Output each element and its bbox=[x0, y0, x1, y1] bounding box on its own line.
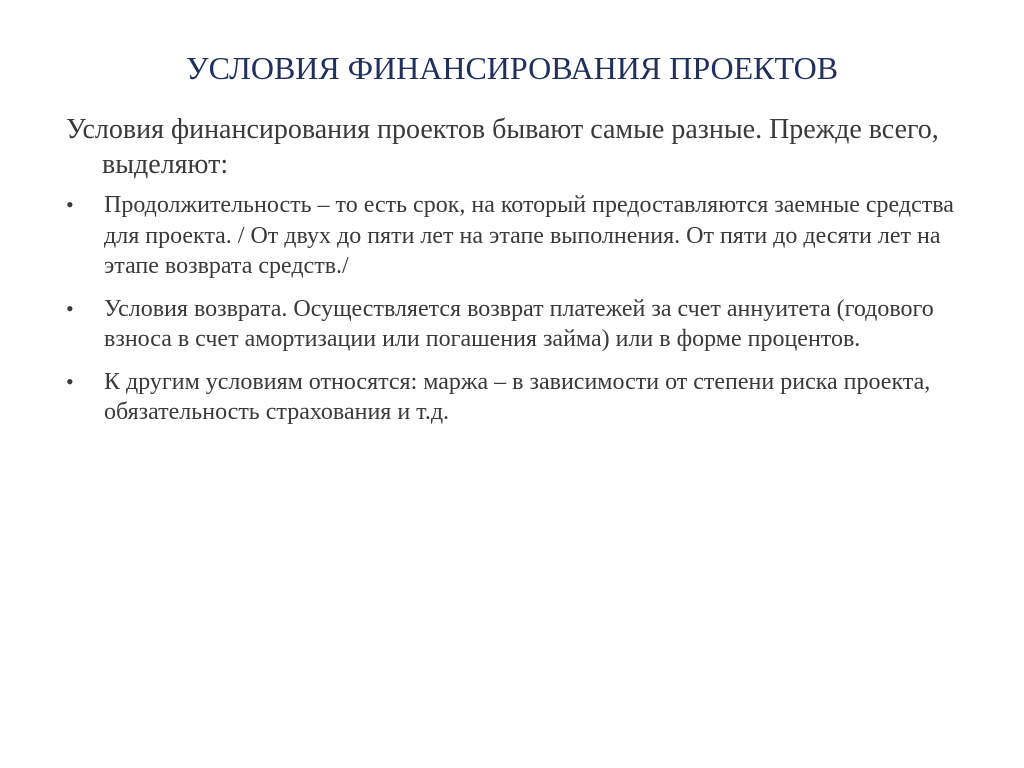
slide-title: УСЛОВИЯ ФИНАНСИРОВАНИЯ ПРОЕКТОВ bbox=[185, 50, 839, 86]
bullet-text: Продолжительность – то есть срок, на который предоставляются заемные средства для проекта. / От двух до пяти лет на этапе выполнения. От пяти до десяти лет на этапе возврата средств./ bbox=[104, 192, 954, 279]
bullet-icon: • bbox=[66, 192, 74, 217]
bullet-item-duration bbox=[66, 190, 986, 282]
bullet-item-other-conditions bbox=[66, 367, 986, 428]
intro-paragraph: Условия финансирования проектов бывают самые разные. Прежде всего, выделяют: bbox=[66, 114, 939, 180]
bullet-icon: • bbox=[66, 295, 74, 321]
bullet-text: Условия возврата. Осуществляется возврат платежей за счет аннуитета (годового взноса в счет амортизации или погашения займа) или в форме процентов. bbox=[104, 295, 934, 352]
bullet-list bbox=[66, 190, 986, 428]
bullet-item-repayment bbox=[66, 294, 986, 355]
bullet-text: К другим условиям относятся: маржа – в зависимости от степени риска проекта, обязательность страхования и т.д. bbox=[104, 368, 931, 425]
slide-content bbox=[66, 112, 986, 440]
bullet-icon: • bbox=[66, 368, 74, 394]
